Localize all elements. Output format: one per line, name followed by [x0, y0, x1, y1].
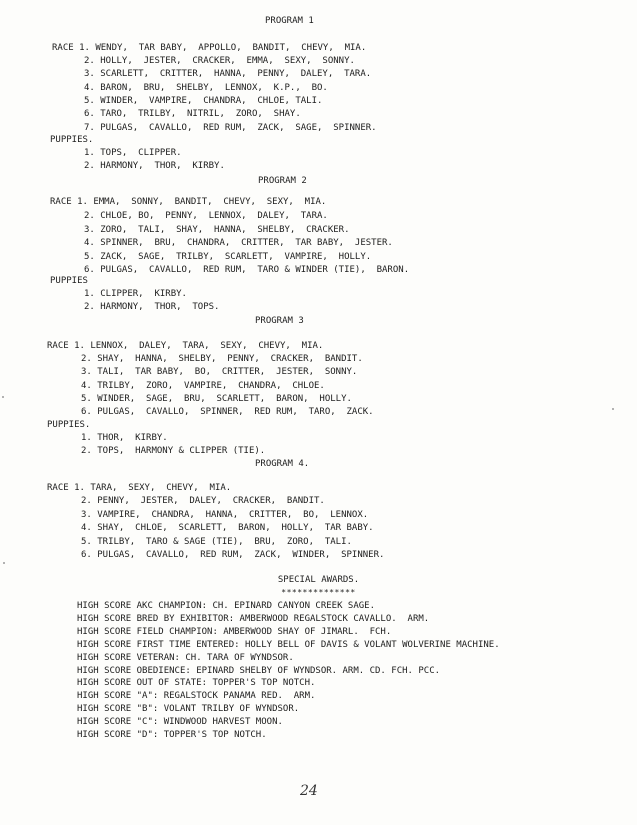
race-line: 4. SPINNER, BRU, CHANDRA, CRITTER, TAR BABY, JESTER. — [84, 238, 393, 248]
puppies-heading: PUPPIES. — [47, 420, 91, 430]
race-line: 6. PULGAS, CAVALLO, RED RUM, TARO & WINDER (TIE), BARON. — [84, 265, 410, 275]
race-line: 7. PULGAS, CAVALLO, RED RUM, ZACK, SAGE, SPINNER. — [84, 123, 377, 133]
race-line: RACE 1. EMMA, SONNY, BANDIT, CHEVY, SEXY, MIA. — [50, 197, 327, 207]
race-line: 6. PULGAS, CAVALLO, RED RUM, ZACK, WINDER, SPINNER. — [81, 550, 385, 560]
puppies-line: 1. TOPS, CLIPPER. — [84, 148, 182, 158]
puppies-heading: PUPPIES. — [50, 135, 94, 145]
race-line: 5. ZACK, SAGE, TRILBY, SCARLETT, VAMPIRE, HOLLY. — [84, 252, 372, 262]
award-line: HIGH SCORE VETERAN: CH. TARA OF WYNDSOR. — [77, 653, 294, 663]
scan-speck — [2, 396, 4, 398]
award-line: HIGH SCORE OBEDIENCE: EPINARD SHELBY OF WYNDSOR. ARM. CD. FCH. PCC. — [77, 666, 441, 676]
program-title: PROGRAM 3 — [255, 316, 304, 326]
award-line: HIGH SCORE "D": TOPPER'S TOP NOTCH. — [77, 730, 267, 740]
race-line: 5. TRILBY, TARO & SAGE (TIE), BRU, ZORO, TALI. — [81, 537, 352, 547]
award-line: HIGH SCORE FIELD CHAMPION: AMBERWOOD SHAY OF JIMARL. FCH. — [77, 627, 392, 637]
award-line: HIGH SCORE FIRST TIME ENTERED: HOLLY BELL OF DAVIS & VOLANT WOLVERINE MACHINE. — [77, 640, 500, 650]
award-line: HIGH SCORE BRED BY EXHIBITOR: AMBERWOOD REGALSTOCK CAVALLO. ARM. — [77, 614, 430, 624]
race-line: 4. BARON, BRU, SHELBY, LENNOX, K.P., BO. — [84, 83, 328, 93]
puppies-line: 2. HARMONY, THOR, TOPS. — [84, 302, 220, 312]
special-awards-stars: ************** — [281, 588, 356, 597]
race-line: 4. SHAY, CHLOE, SCARLETT, BARON, HOLLY, TAR BABY. — [81, 523, 374, 533]
race-line: 2. CHLOE, BO, PENNY, LENNOX, DALEY, TARA. — [84, 211, 328, 221]
race-line: RACE 1. LENNOX, DALEY, TARA, SEXY, CHEVY, MIA. — [47, 341, 324, 351]
race-line: RACE 1. WENDY, TAR BABY, APPOLLO, BANDIT, CHEVY, MIA. — [52, 43, 367, 53]
scan-speck — [612, 408, 614, 410]
award-line: HIGH SCORE AKC CHAMPION: CH. EPINARD CANYON CREEK SAGE. — [77, 601, 376, 611]
race-line: RACE 1. TARA, SEXY, CHEVY, MIA. — [47, 483, 232, 493]
award-line: HIGH SCORE "A": REGALSTOCK PANAMA RED. ARM. — [77, 691, 316, 701]
page-number: 24 — [300, 783, 318, 799]
race-line: 2. SHAY, HANNA, SHELBY, PENNY, CRACKER, BANDIT. — [81, 354, 363, 364]
race-line: 5. WINDER, SAGE, BRU, SCARLETT, BARON, HOLLY. — [81, 394, 352, 404]
special-awards-title: SPECIAL AWARDS. — [277, 575, 360, 585]
race-line: 5. WINDER, VAMPIRE, CHANDRA, CHLOE, TALI. — [84, 96, 323, 106]
puppies-line: 1. CLIPPER, KIRBY. — [84, 289, 187, 299]
program-title: PROGRAM 2 — [258, 176, 307, 186]
puppies-line: 2. HARMONY, THOR, KIRBY. — [84, 161, 225, 171]
race-line: 2. HOLLY, JESTER, CRACKER, EMMA, SEXY, SONNY. — [84, 56, 355, 66]
puppies-line: 1. THOR, KIRBY. — [81, 433, 168, 443]
race-line: 6. TARO, TRILBY, NITRIL, ZORO, SHAY. — [84, 109, 301, 119]
race-line: 2. PENNY, JESTER, DALEY, CRACKER, BANDIT. — [81, 496, 325, 506]
race-line: 3. ZORO, TALI, SHAY, HANNA, SHELBY, CRACKER. — [84, 225, 350, 235]
puppies-heading: PUPPIES — [50, 276, 88, 286]
scan-speck — [3, 562, 5, 564]
award-line: HIGH SCORE "C": WINDWOOD HARVEST MOON. — [77, 717, 283, 727]
program-title: PROGRAM 4. — [255, 459, 310, 469]
race-line: 6. PULGAS, CAVALLO, SPINNER, RED RUM, TARO, ZACK. — [81, 407, 374, 417]
race-line: 3. TALI, TAR BABY, BO, CRITTER, JESTER, SONNY. — [81, 367, 358, 377]
program-title: PROGRAM 1 — [265, 16, 314, 26]
race-line: 3. VAMPIRE, CHANDRA, HANNA, CRITTER, BO, LENNOX. — [81, 510, 369, 520]
award-line: HIGH SCORE "B": VOLANT TRILBY OF WYNDSOR. — [77, 704, 300, 714]
award-line: HIGH SCORE OUT OF STATE: TOPPER'S TOP NOTCH. — [77, 678, 316, 688]
race-line: 4. TRILBY, ZORO, VAMPIRE, CHANDRA, CHLOE. — [81, 381, 325, 391]
puppies-line: 2. TOPS, HARMONY & CLIPPER (TIE). — [81, 446, 266, 456]
race-line: 3. SCARLETT, CRITTER, HANNA, PENNY, DALEY, TARA. — [84, 69, 372, 79]
